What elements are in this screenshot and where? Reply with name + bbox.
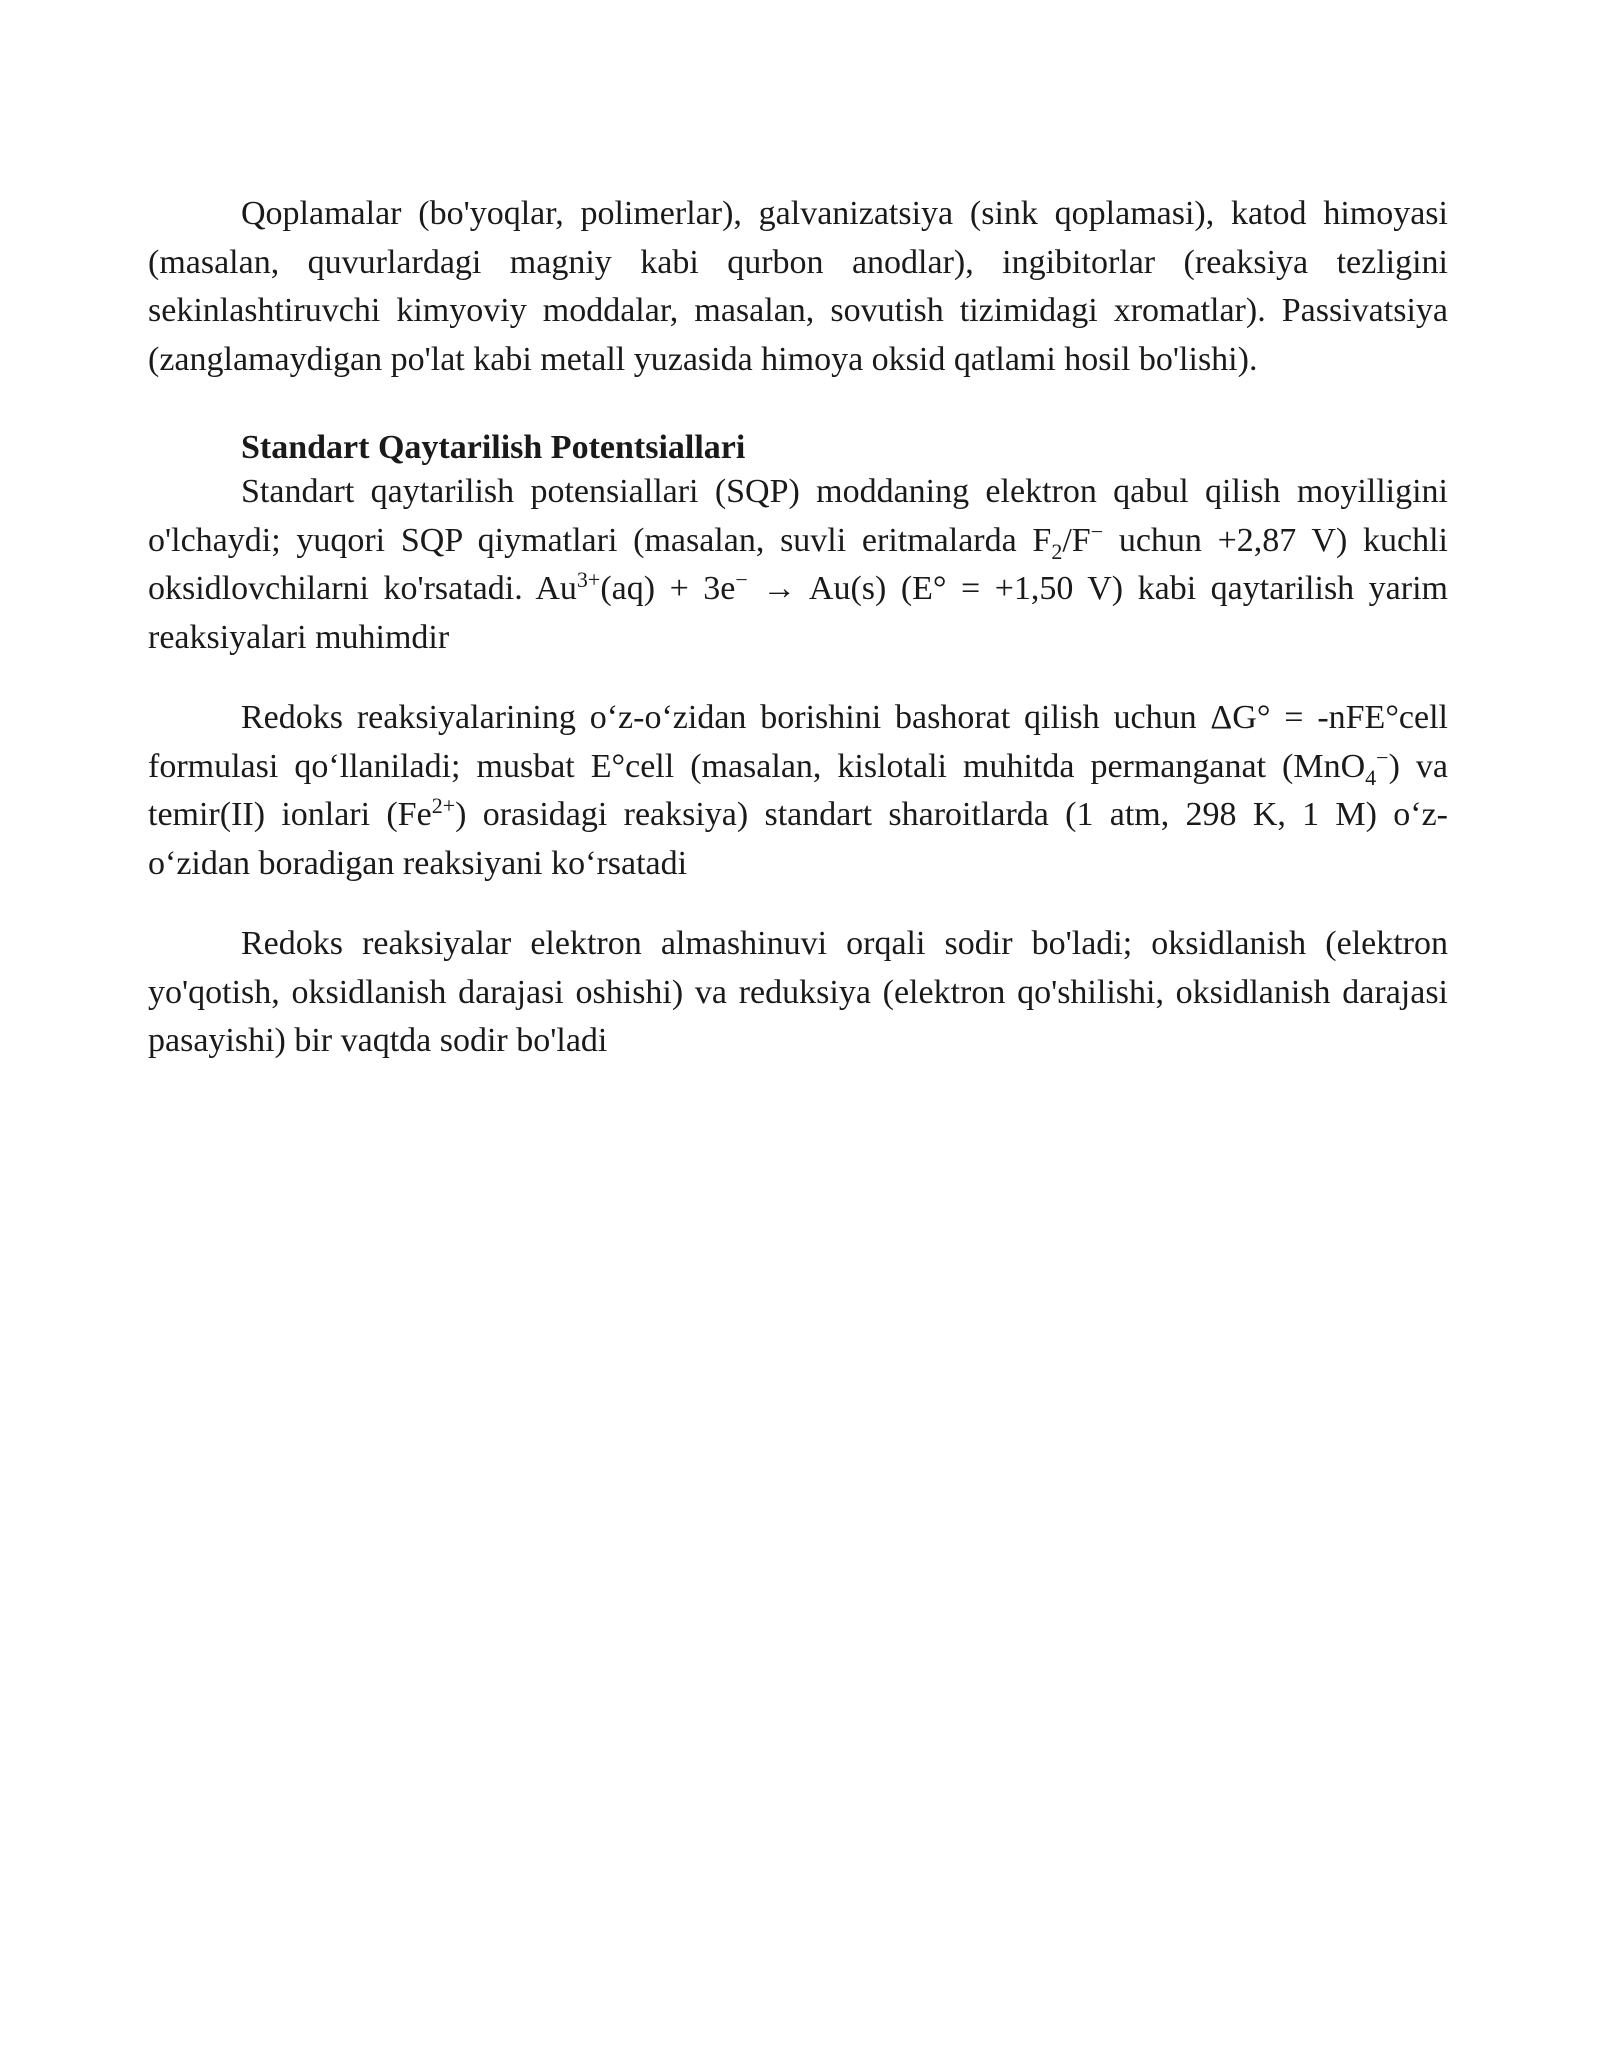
subscript: 2 [1051,538,1063,564]
superscript: 2+ [431,793,456,818]
paragraph-reduction-potentials [148,468,1448,662]
paragraph-gibbs-energy [148,694,1448,888]
paragraph-corrosion-protection: Qoplamalar (bo'yoqlar, polimerlar), galvanizatsiya (sink qoplamasi), katod himoyasi (masalan, quvurlardagi magniy kabi qurbon anodlar), ingibitorlar (reaksiya tezligini sekinlashtiruvchi kimyoviy moddalar, masalan, sovutish tizimidagi xromatlar). Passivatsiya (zanglamaydigan po'lat kabi metall yuzasida himoya oksid qatlami hosil bo'lishi). [148,195,1448,378]
text-run: Standart qaytarilish potensiallari (SQP) moddaning elektron qabul qilish moyilligini o'lchaydi; yuqori SQP qiymatlari (masalan, suvli eritmalarda F [148,473,1448,559]
text-run: /F [1062,521,1091,559]
document-page [148,190,1448,1066]
superscript: − [1090,518,1104,544]
subscript: 4 [1365,764,1377,790]
text-run: (aq) + 3e [600,570,736,607]
text-run: ) orasidagi reaksiya) standart sharoitlarda (1 atm, 298 K, 1 M) o‘z-o‘zidan boradigan reaksiyani ko‘rsatadi [148,796,1448,882]
superscript: − [735,567,748,592]
paragraph-redox-definition: Redoks reaksiyalar elektron almashinuvi orqali sodir bo'ladi; oksidlanish (elektron yo'qotish, oksidlanish darajasi oshishi) va reduksiya (elektron qo'shilishi, oksidlanish darajasi pasayishi) bir vaqtda sodir bo'ladi [148,925,1448,1059]
text-run: → Au(s) (E° = +1,50 V) kabi qaytarilish yarim reaksiyalari muhimdir [148,570,1448,656]
section-heading: Standart Qaytarilish Potentsiallari [241,429,746,466]
superscript: 3+ [576,567,601,592]
text-run: ) va temir(II) ionlari (Fe [148,747,1448,833]
text-run: Redoks reaksiyalarining o‘z-o‘zidan borishini bashorat qilish uchun ΔG° = -nFE°cell formulasi qo‘llaniladi; musbat E°cell (masalan, kislotali muhitda permanganat (MnO [148,699,1448,785]
superscript: − [1376,744,1389,770]
text-run: uchun +2,87 V) kuchli oksidlovchilarni ko'rsatadi. Au [148,521,1448,607]
